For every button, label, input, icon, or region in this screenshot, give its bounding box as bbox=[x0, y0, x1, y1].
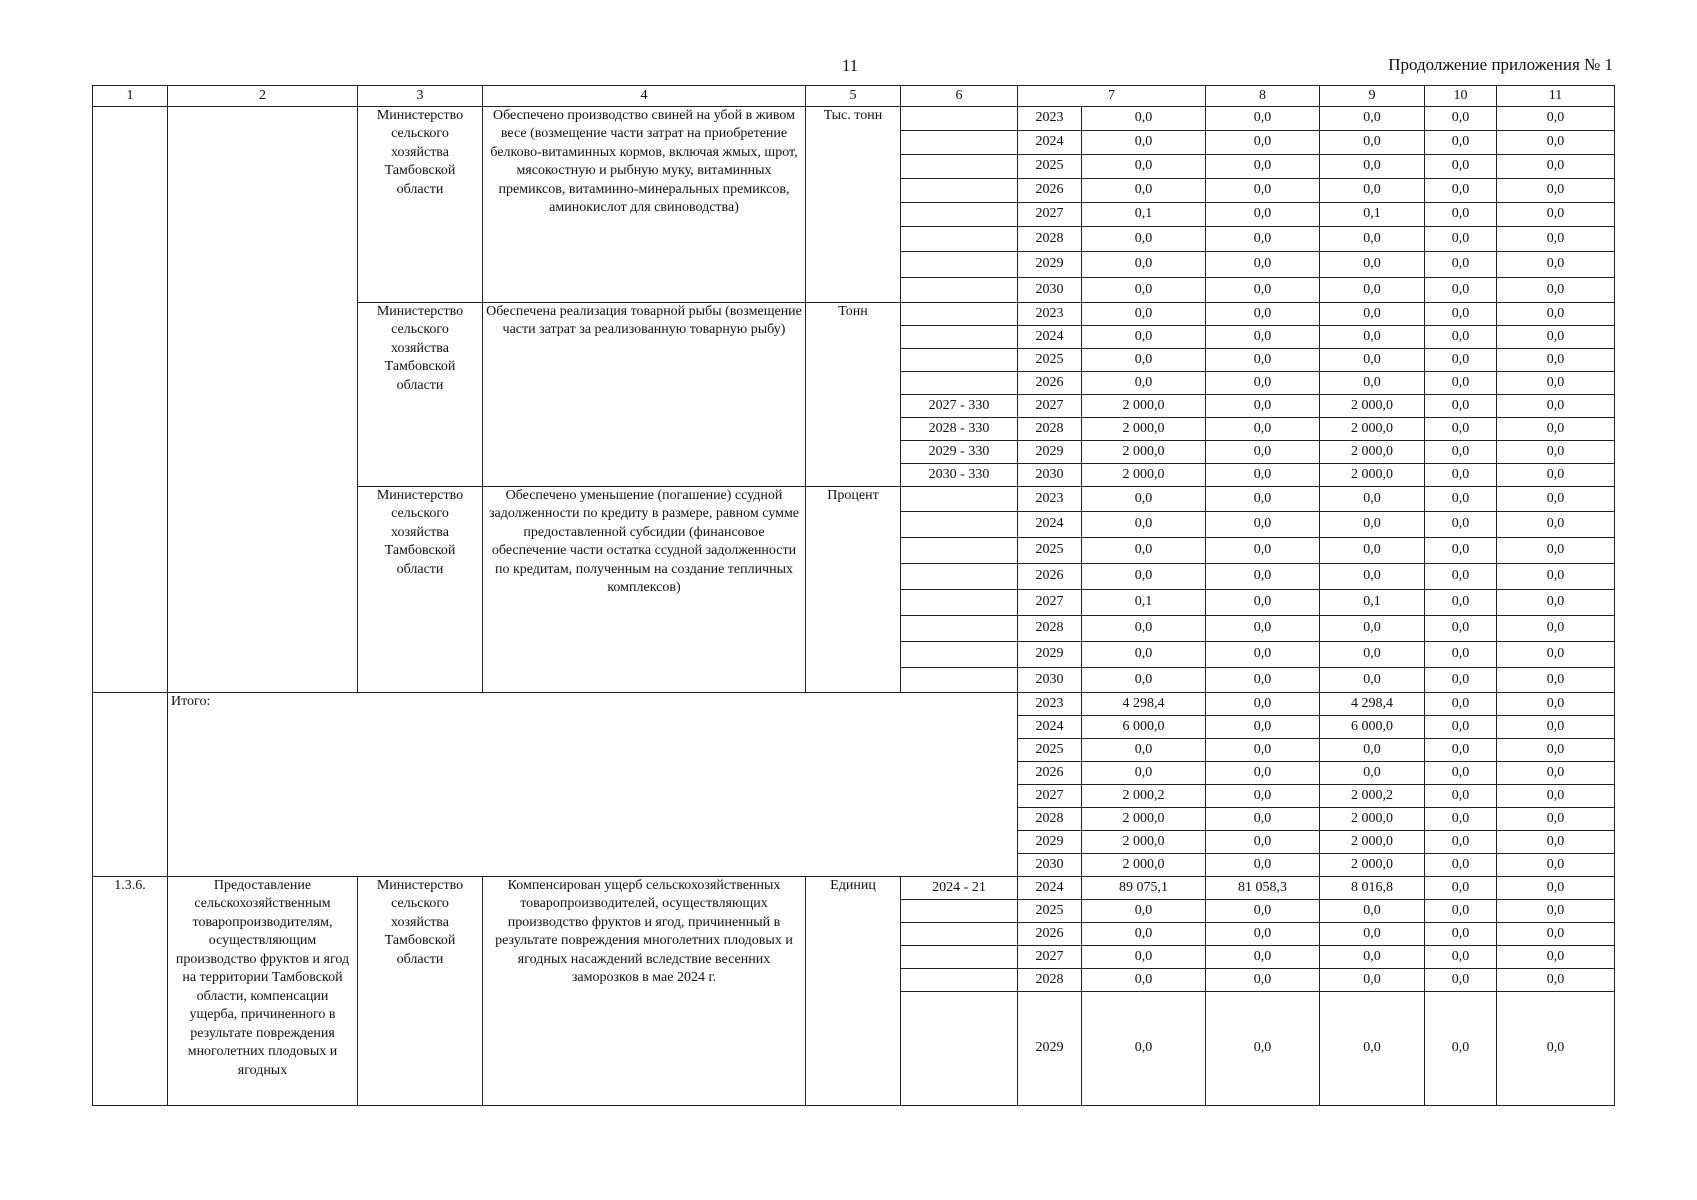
year-cell: 2023 bbox=[1018, 107, 1082, 131]
value-col-11: 0,0 bbox=[1497, 155, 1615, 179]
value-col-8: 0,0 bbox=[1206, 854, 1320, 877]
value-col-10: 0,0 bbox=[1425, 203, 1497, 227]
year-cell: 2024 bbox=[1018, 326, 1082, 349]
value-col-10: 0,0 bbox=[1425, 252, 1497, 278]
value-col-9: 0,0 bbox=[1320, 668, 1425, 693]
result-description: Обеспечено производство свиней на убой в живом весе (возмещение части затрат на приобретение белково-витаминных кормов, включая жмых, шрот, мясокостную и рыбную муку, витаминных премиксов, витаминно-минеральных премиксов, аминокислот для свиноводства) bbox=[483, 107, 806, 303]
value-col-8: 0,0 bbox=[1206, 252, 1320, 278]
value-col-7: 0,0 bbox=[1082, 512, 1206, 538]
col-8-header: 8 bbox=[1206, 86, 1320, 107]
value-col-8: 0,0 bbox=[1206, 227, 1320, 252]
value-col-10: 0,0 bbox=[1425, 395, 1497, 418]
year-cell: 2026 bbox=[1018, 179, 1082, 203]
value-col-7: 0,0 bbox=[1082, 179, 1206, 203]
unit-of-measure: Процент bbox=[806, 487, 901, 693]
year-cell: 2024 bbox=[1018, 512, 1082, 538]
target-value bbox=[901, 946, 1018, 969]
value-col-11: 0,0 bbox=[1497, 252, 1615, 278]
year-cell: 2030 bbox=[1018, 854, 1082, 877]
value-col-8: 0,0 bbox=[1206, 616, 1320, 642]
value-col-11: 0,0 bbox=[1497, 831, 1615, 854]
value-col-7: 0,0 bbox=[1082, 252, 1206, 278]
value-col-8: 0,0 bbox=[1206, 203, 1320, 227]
value-col-8: 0,0 bbox=[1206, 131, 1320, 155]
year-cell: 2029 bbox=[1018, 992, 1082, 1106]
value-col-8: 81 058,3 bbox=[1206, 877, 1320, 900]
value-col-7: 0,0 bbox=[1082, 326, 1206, 349]
value-col-10: 0,0 bbox=[1425, 512, 1497, 538]
year-cell: 2026 bbox=[1018, 564, 1082, 590]
value-col-7: 0,0 bbox=[1082, 349, 1206, 372]
value-col-9: 2 000,0 bbox=[1320, 418, 1425, 441]
value-col-7: 0,0 bbox=[1082, 155, 1206, 179]
value-col-11: 0,0 bbox=[1497, 564, 1615, 590]
value-col-10: 0,0 bbox=[1425, 877, 1497, 900]
value-col-11: 0,0 bbox=[1497, 808, 1615, 831]
value-col-10: 0,0 bbox=[1425, 762, 1497, 785]
value-col-10: 0,0 bbox=[1425, 487, 1497, 512]
value-col-7: 2 000,0 bbox=[1082, 808, 1206, 831]
value-col-8: 0,0 bbox=[1206, 923, 1320, 946]
total-label: Итого: bbox=[168, 693, 1018, 877]
value-col-8: 0,0 bbox=[1206, 785, 1320, 808]
value-col-7: 0,0 bbox=[1082, 107, 1206, 131]
value-col-10: 0,0 bbox=[1425, 418, 1497, 441]
target-value bbox=[901, 278, 1018, 303]
target-value bbox=[901, 590, 1018, 616]
result-description: Обеспечена реализация товарной рыбы (возмещение части затрат за реализованную товарную рыбу) bbox=[483, 303, 806, 487]
col-7-header: 7 bbox=[1018, 86, 1206, 107]
value-col-7: 2 000,0 bbox=[1082, 441, 1206, 464]
value-col-7: 0,0 bbox=[1082, 487, 1206, 512]
target-value bbox=[901, 564, 1018, 590]
col-11-header: 11 bbox=[1497, 86, 1615, 107]
value-col-7: 0,0 bbox=[1082, 946, 1206, 969]
target-value bbox=[901, 131, 1018, 155]
value-col-9: 0,0 bbox=[1320, 992, 1425, 1106]
value-col-11: 0,0 bbox=[1497, 946, 1615, 969]
value-col-8: 0,0 bbox=[1206, 564, 1320, 590]
year-cell: 2025 bbox=[1018, 349, 1082, 372]
year-cell: 2026 bbox=[1018, 762, 1082, 785]
col-9-header: 9 bbox=[1320, 86, 1425, 107]
col-5-header: 5 bbox=[806, 86, 901, 107]
value-col-9: 0,0 bbox=[1320, 642, 1425, 668]
target-value bbox=[901, 179, 1018, 203]
target-value bbox=[901, 372, 1018, 395]
target-value: 2030 - 330 bbox=[901, 464, 1018, 487]
col-2-header: 2 bbox=[168, 86, 358, 107]
value-col-8: 0,0 bbox=[1206, 395, 1320, 418]
value-col-11: 0,0 bbox=[1497, 716, 1615, 739]
target-value bbox=[901, 326, 1018, 349]
year-cell: 2024 bbox=[1018, 877, 1082, 900]
target-value bbox=[901, 900, 1018, 923]
value-col-9: 8 016,8 bbox=[1320, 877, 1425, 900]
continuation-note: Продолжение приложения № 1 bbox=[1388, 55, 1613, 74]
value-col-10: 0,0 bbox=[1425, 464, 1497, 487]
value-col-9: 0,0 bbox=[1320, 155, 1425, 179]
value-col-10: 0,0 bbox=[1425, 326, 1497, 349]
unit-of-measure: Тыс. тонн bbox=[806, 107, 901, 303]
value-col-7: 0,0 bbox=[1082, 900, 1206, 923]
target-value bbox=[901, 155, 1018, 179]
target-value: 2027 - 330 bbox=[901, 395, 1018, 418]
item-name-cell bbox=[168, 107, 358, 693]
value-col-9: 0,0 bbox=[1320, 278, 1425, 303]
value-col-8: 0,0 bbox=[1206, 179, 1320, 203]
value-col-10: 0,0 bbox=[1425, 946, 1497, 969]
col-6-header: 6 bbox=[901, 86, 1018, 107]
col-1-header: 1 bbox=[93, 86, 168, 107]
value-col-11: 0,0 bbox=[1497, 785, 1615, 808]
year-cell: 2029 bbox=[1018, 441, 1082, 464]
value-col-9: 2 000,0 bbox=[1320, 395, 1425, 418]
value-col-11: 0,0 bbox=[1497, 372, 1615, 395]
value-col-10: 0,0 bbox=[1425, 441, 1497, 464]
value-col-8: 0,0 bbox=[1206, 372, 1320, 395]
target-value bbox=[901, 923, 1018, 946]
value-col-9: 0,0 bbox=[1320, 131, 1425, 155]
value-col-8: 0,0 bbox=[1206, 642, 1320, 668]
col-4-header: 4 bbox=[483, 86, 806, 107]
value-col-10: 0,0 bbox=[1425, 808, 1497, 831]
value-col-9: 0,0 bbox=[1320, 349, 1425, 372]
value-col-7: 2 000,0 bbox=[1082, 831, 1206, 854]
value-col-11: 0,0 bbox=[1497, 278, 1615, 303]
value-col-11: 0,0 bbox=[1497, 395, 1615, 418]
value-col-10: 0,0 bbox=[1425, 349, 1497, 372]
value-col-9: 0,0 bbox=[1320, 739, 1425, 762]
value-col-8: 0,0 bbox=[1206, 668, 1320, 693]
target-value bbox=[901, 992, 1018, 1106]
year-cell: 2028 bbox=[1018, 227, 1082, 252]
value-col-7: 0,1 bbox=[1082, 203, 1206, 227]
value-col-9: 0,0 bbox=[1320, 487, 1425, 512]
target-value bbox=[901, 252, 1018, 278]
value-col-11: 0,0 bbox=[1497, 900, 1615, 923]
value-col-8: 0,0 bbox=[1206, 762, 1320, 785]
value-col-7: 2 000,0 bbox=[1082, 395, 1206, 418]
year-cell: 2027 bbox=[1018, 395, 1082, 418]
value-col-10: 0,0 bbox=[1425, 179, 1497, 203]
column-number-row bbox=[93, 86, 1615, 107]
year-cell: 2030 bbox=[1018, 278, 1082, 303]
value-col-10: 0,0 bbox=[1425, 642, 1497, 668]
year-cell: 2028 bbox=[1018, 969, 1082, 992]
value-col-7: 0,0 bbox=[1082, 227, 1206, 252]
value-col-8: 0,0 bbox=[1206, 969, 1320, 992]
value-col-10: 0,0 bbox=[1425, 900, 1497, 923]
value-col-9: 2 000,0 bbox=[1320, 808, 1425, 831]
value-col-9: 0,0 bbox=[1320, 946, 1425, 969]
table-body bbox=[93, 107, 1615, 1106]
value-col-7: 0,0 bbox=[1082, 739, 1206, 762]
year-cell: 2026 bbox=[1018, 923, 1082, 946]
year-cell: 2025 bbox=[1018, 538, 1082, 564]
value-col-7: 2 000,2 bbox=[1082, 785, 1206, 808]
year-cell: 2029 bbox=[1018, 252, 1082, 278]
value-col-9: 2 000,2 bbox=[1320, 785, 1425, 808]
value-col-9: 0,0 bbox=[1320, 969, 1425, 992]
value-col-11: 0,0 bbox=[1497, 227, 1615, 252]
value-col-8: 0,0 bbox=[1206, 693, 1320, 716]
responsible-executor: Министерство сельского хозяйства Тамбовской области bbox=[358, 107, 483, 303]
year-cell: 2023 bbox=[1018, 693, 1082, 716]
value-col-11: 0,0 bbox=[1497, 441, 1615, 464]
table-row bbox=[93, 107, 1615, 131]
target-value bbox=[901, 203, 1018, 227]
unit-of-measure: Тонн bbox=[806, 303, 901, 487]
value-col-8: 0,0 bbox=[1206, 303, 1320, 326]
value-col-9: 0,0 bbox=[1320, 900, 1425, 923]
value-col-7: 2 000,0 bbox=[1082, 854, 1206, 877]
value-col-10: 0,0 bbox=[1425, 785, 1497, 808]
result-description: Обеспечено уменьшение (погашение) ссудной задолженности по кредиту в размере, равном сумме предоставленной субсидии (финансовое обеспечение части остатка ссудной задолженности по кредитам, полученным на создание тепличных комплексов) bbox=[483, 487, 806, 693]
value-col-11: 0,0 bbox=[1497, 693, 1615, 716]
value-col-11: 0,0 bbox=[1497, 512, 1615, 538]
year-cell: 2028 bbox=[1018, 418, 1082, 441]
value-col-10: 0,0 bbox=[1425, 693, 1497, 716]
value-col-8: 0,0 bbox=[1206, 946, 1320, 969]
value-col-7: 0,0 bbox=[1082, 762, 1206, 785]
value-col-11: 0,0 bbox=[1497, 854, 1615, 877]
target-value bbox=[901, 668, 1018, 693]
unit-of-measure: Единиц bbox=[806, 877, 901, 1106]
value-col-11: 0,0 bbox=[1497, 762, 1615, 785]
value-col-11: 0,0 bbox=[1497, 923, 1615, 946]
value-col-11: 0,0 bbox=[1497, 739, 1615, 762]
value-col-7: 0,0 bbox=[1082, 372, 1206, 395]
value-col-9: 0,0 bbox=[1320, 303, 1425, 326]
value-col-10: 0,0 bbox=[1425, 564, 1497, 590]
value-col-8: 0,0 bbox=[1206, 278, 1320, 303]
value-col-10: 0,0 bbox=[1425, 831, 1497, 854]
value-col-7: 0,0 bbox=[1082, 923, 1206, 946]
value-col-8: 0,0 bbox=[1206, 900, 1320, 923]
year-cell: 2024 bbox=[1018, 716, 1082, 739]
value-col-9: 6 000,0 bbox=[1320, 716, 1425, 739]
value-col-7: 0,0 bbox=[1082, 303, 1206, 326]
target-value bbox=[901, 642, 1018, 668]
value-col-11: 0,0 bbox=[1497, 487, 1615, 512]
total-row bbox=[93, 693, 1615, 716]
value-col-8: 0,0 bbox=[1206, 441, 1320, 464]
value-col-7: 0,0 bbox=[1082, 642, 1206, 668]
value-col-8: 0,0 bbox=[1206, 831, 1320, 854]
value-col-8: 0,0 bbox=[1206, 326, 1320, 349]
value-col-11: 0,0 bbox=[1497, 303, 1615, 326]
value-col-11: 0,0 bbox=[1497, 642, 1615, 668]
value-col-11: 0,0 bbox=[1497, 969, 1615, 992]
target-value bbox=[901, 969, 1018, 992]
value-col-10: 0,0 bbox=[1425, 278, 1497, 303]
value-col-7: 0,0 bbox=[1082, 992, 1206, 1106]
value-col-9: 2 000,0 bbox=[1320, 464, 1425, 487]
year-cell: 2023 bbox=[1018, 303, 1082, 326]
target-value bbox=[901, 349, 1018, 372]
responsible-executor: Министерство сельского хозяйства Тамбовской области bbox=[358, 487, 483, 693]
value-col-8: 0,0 bbox=[1206, 418, 1320, 441]
value-col-11: 0,0 bbox=[1497, 464, 1615, 487]
value-col-11: 0,0 bbox=[1497, 326, 1615, 349]
value-col-9: 0,0 bbox=[1320, 762, 1425, 785]
value-col-10: 0,0 bbox=[1425, 854, 1497, 877]
value-col-10: 0,0 bbox=[1425, 227, 1497, 252]
value-col-10: 0,0 bbox=[1425, 923, 1497, 946]
value-col-10: 0,0 bbox=[1425, 739, 1497, 762]
target-value bbox=[901, 538, 1018, 564]
value-col-7: 0,0 bbox=[1082, 538, 1206, 564]
value-col-10: 0,0 bbox=[1425, 616, 1497, 642]
value-col-9: 0,0 bbox=[1320, 538, 1425, 564]
target-value: 2029 - 330 bbox=[901, 441, 1018, 464]
year-cell: 2028 bbox=[1018, 808, 1082, 831]
page-number: 11 bbox=[841, 56, 859, 75]
year-cell: 2027 bbox=[1018, 590, 1082, 616]
value-col-11: 0,0 bbox=[1497, 179, 1615, 203]
value-col-8: 0,0 bbox=[1206, 739, 1320, 762]
year-cell: 2025 bbox=[1018, 739, 1082, 762]
value-col-10: 0,0 bbox=[1425, 131, 1497, 155]
col-10-header: 10 bbox=[1425, 86, 1497, 107]
value-col-10: 0,0 bbox=[1425, 155, 1497, 179]
value-col-11: 0,0 bbox=[1497, 590, 1615, 616]
value-col-7: 89 075,1 bbox=[1082, 877, 1206, 900]
value-col-9: 0,0 bbox=[1320, 923, 1425, 946]
value-col-7: 2 000,0 bbox=[1082, 418, 1206, 441]
value-col-7: 0,0 bbox=[1082, 668, 1206, 693]
value-col-7: 4 298,4 bbox=[1082, 693, 1206, 716]
value-col-9: 0,0 bbox=[1320, 512, 1425, 538]
year-cell: 2029 bbox=[1018, 831, 1082, 854]
value-col-7: 0,0 bbox=[1082, 564, 1206, 590]
target-value bbox=[901, 487, 1018, 512]
value-col-9: 0,0 bbox=[1320, 564, 1425, 590]
value-col-10: 0,0 bbox=[1425, 668, 1497, 693]
value-col-11: 0,0 bbox=[1497, 107, 1615, 131]
value-col-9: 0,0 bbox=[1320, 616, 1425, 642]
year-cell: 2025 bbox=[1018, 155, 1082, 179]
value-col-10: 0,0 bbox=[1425, 590, 1497, 616]
value-col-9: 0,0 bbox=[1320, 179, 1425, 203]
value-col-9: 0,0 bbox=[1320, 252, 1425, 278]
value-col-11: 0,0 bbox=[1497, 616, 1615, 642]
value-col-7: 2 000,0 bbox=[1082, 464, 1206, 487]
responsible-executor: Министерство сельского хозяйства Тамбовской области bbox=[358, 877, 483, 1106]
value-col-9: 2 000,0 bbox=[1320, 854, 1425, 877]
value-col-11: 0,0 bbox=[1497, 418, 1615, 441]
value-col-8: 0,0 bbox=[1206, 349, 1320, 372]
target-value bbox=[901, 107, 1018, 131]
target-value bbox=[901, 616, 1018, 642]
value-col-8: 0,0 bbox=[1206, 808, 1320, 831]
value-col-9: 0,0 bbox=[1320, 107, 1425, 131]
target-value bbox=[901, 512, 1018, 538]
value-col-11: 0,0 bbox=[1497, 349, 1615, 372]
value-col-11: 0,0 bbox=[1497, 877, 1615, 900]
value-col-8: 0,0 bbox=[1206, 107, 1320, 131]
value-col-10: 0,0 bbox=[1425, 969, 1497, 992]
year-cell: 2027 bbox=[1018, 785, 1082, 808]
value-col-10: 0,0 bbox=[1425, 716, 1497, 739]
value-col-9: 0,0 bbox=[1320, 326, 1425, 349]
target-value bbox=[901, 227, 1018, 252]
value-col-8: 0,0 bbox=[1206, 716, 1320, 739]
year-cell: 2027 bbox=[1018, 203, 1082, 227]
value-col-8: 0,0 bbox=[1206, 487, 1320, 512]
item-number: 1.3.6. bbox=[93, 877, 168, 1106]
year-cell: 2025 bbox=[1018, 900, 1082, 923]
value-col-7: 0,0 bbox=[1082, 278, 1206, 303]
value-col-7: 6 000,0 bbox=[1082, 716, 1206, 739]
value-col-9: 0,0 bbox=[1320, 372, 1425, 395]
value-col-8: 0,0 bbox=[1206, 155, 1320, 179]
value-col-8: 0,0 bbox=[1206, 464, 1320, 487]
year-cell: 2030 bbox=[1018, 668, 1082, 693]
value-col-10: 0,0 bbox=[1425, 303, 1497, 326]
program-table bbox=[92, 85, 1615, 1106]
value-col-8: 0,0 bbox=[1206, 512, 1320, 538]
value-col-9: 0,1 bbox=[1320, 203, 1425, 227]
year-cell: 2023 bbox=[1018, 487, 1082, 512]
year-cell: 2026 bbox=[1018, 372, 1082, 395]
result-description: Компенсирован ущерб сельскохозяйственных товаропроизводителей, осуществляющих производство фруктов и ягод, причиненный в результате повреждения многолетних плодовых и ягодных насаждений вследствие весенних заморозков в мае 2024 г. bbox=[483, 877, 806, 1106]
table-row bbox=[93, 877, 1615, 900]
value-col-9: 4 298,4 bbox=[1320, 693, 1425, 716]
target-value: 2028 - 330 bbox=[901, 418, 1018, 441]
value-col-11: 0,0 bbox=[1497, 538, 1615, 564]
value-col-10: 0,0 bbox=[1425, 107, 1497, 131]
year-cell: 2027 bbox=[1018, 946, 1082, 969]
value-col-9: 0,1 bbox=[1320, 590, 1425, 616]
value-col-8: 0,0 bbox=[1206, 590, 1320, 616]
value-col-7: 0,0 bbox=[1082, 131, 1206, 155]
value-col-11: 0,0 bbox=[1497, 131, 1615, 155]
value-col-11: 0,0 bbox=[1497, 203, 1615, 227]
value-col-11: 0,0 bbox=[1497, 992, 1615, 1106]
year-cell: 2028 bbox=[1018, 616, 1082, 642]
year-cell: 2024 bbox=[1018, 131, 1082, 155]
year-cell: 2029 bbox=[1018, 642, 1082, 668]
target-value: 2024 - 21 bbox=[901, 877, 1018, 900]
responsible-executor: Министерство сельского хозяйства Тамбовской области bbox=[358, 303, 483, 487]
value-col-9: 2 000,0 bbox=[1320, 441, 1425, 464]
value-col-7: 0,0 bbox=[1082, 969, 1206, 992]
value-col-9: 0,0 bbox=[1320, 227, 1425, 252]
item-number-cell bbox=[93, 107, 168, 693]
value-col-9: 2 000,0 bbox=[1320, 831, 1425, 854]
value-col-8: 0,0 bbox=[1206, 992, 1320, 1106]
value-col-11: 0,0 bbox=[1497, 668, 1615, 693]
value-col-10: 0,0 bbox=[1425, 538, 1497, 564]
total-number-cell bbox=[93, 693, 168, 877]
item-name: Предоставление сельскохозяйственным товаропроизводителям, осуществляющим производство фруктов и ягод на территории Тамбовской области, компенсации ущерба, причиненного в результате повреждения многолетних плодовых и ягодных bbox=[168, 877, 358, 1106]
value-col-8: 0,0 bbox=[1206, 538, 1320, 564]
value-col-7: 0,1 bbox=[1082, 590, 1206, 616]
value-col-10: 0,0 bbox=[1425, 372, 1497, 395]
value-col-10: 0,0 bbox=[1425, 992, 1497, 1106]
year-cell: 2030 bbox=[1018, 464, 1082, 487]
target-value bbox=[901, 303, 1018, 326]
col-3-header: 3 bbox=[358, 86, 483, 107]
value-col-7: 0,0 bbox=[1082, 616, 1206, 642]
